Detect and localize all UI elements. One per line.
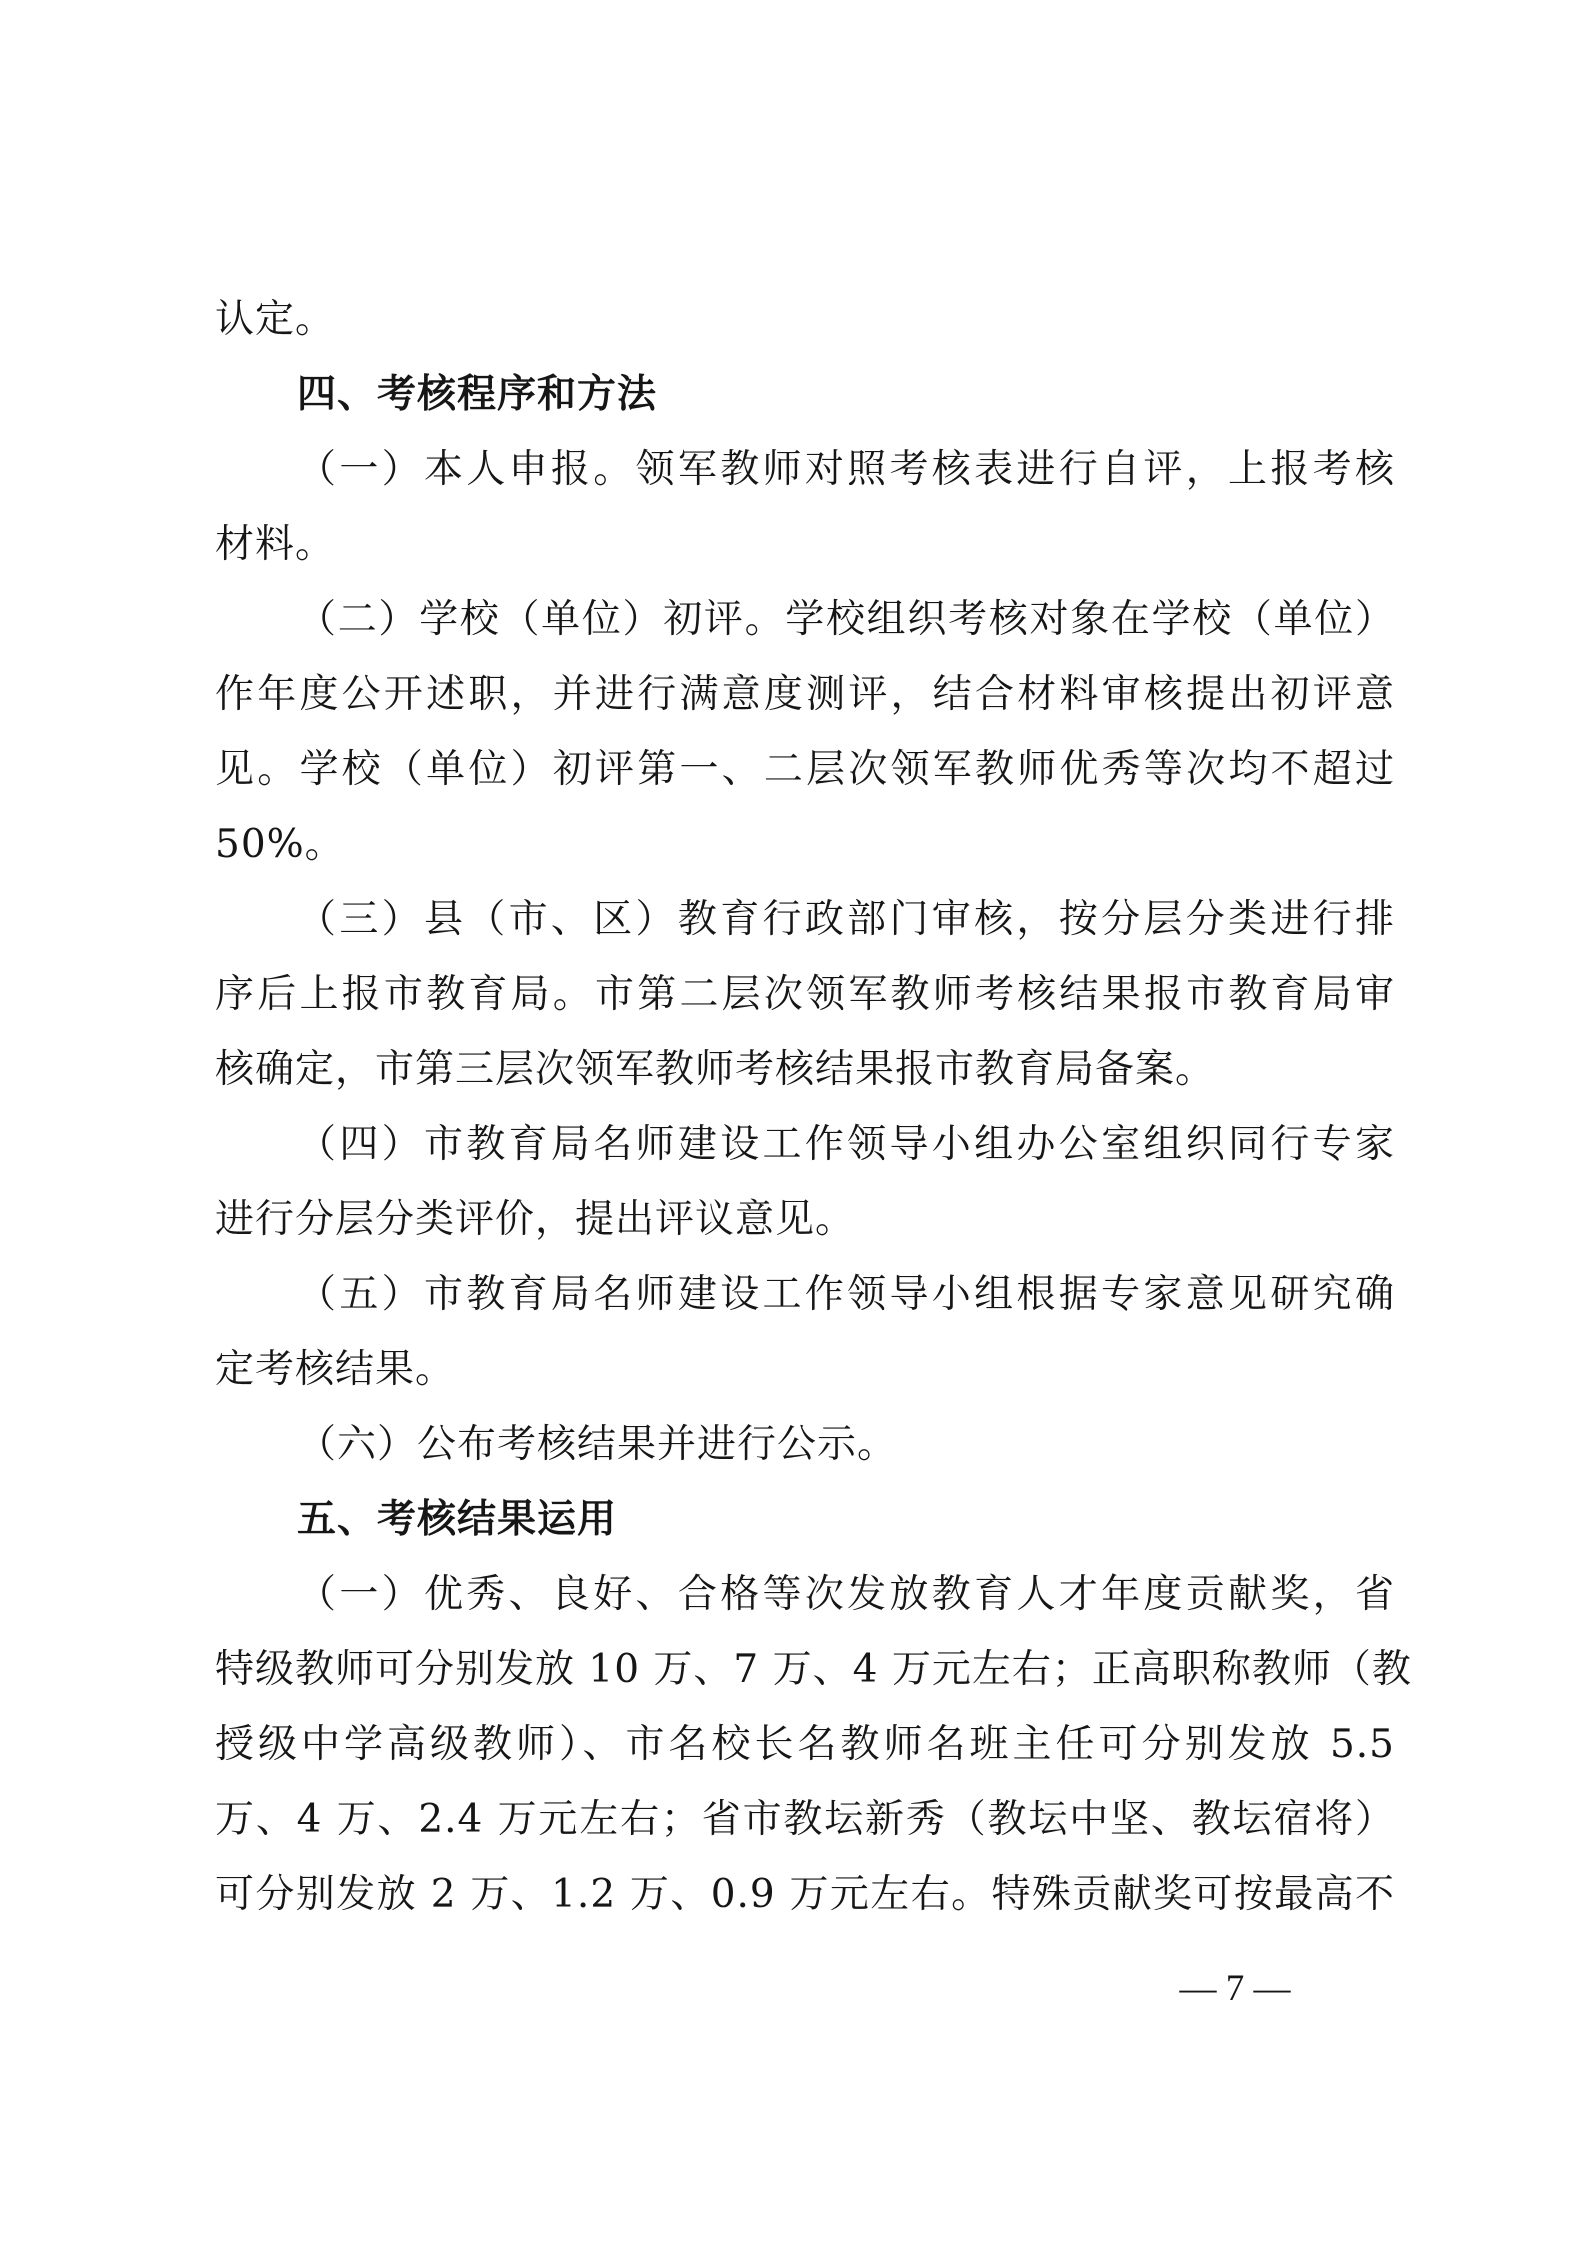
paragraph-line: （六）公布考核结果并进行公示。 <box>297 1422 898 1467</box>
paragraph-line: 特级教师可分别发放 10 万、7 万、4 万元左右；正高职称教师（教 <box>215 1647 1412 1692</box>
paragraph-line: 授级中学高级教师）、市名校长名教师名班主任可分别发放 5.5 <box>215 1722 1395 1767</box>
paragraph-line: 定考核结果。 <box>215 1347 456 1392</box>
document-body <box>215 282 1412 1932</box>
page-number: — 7 — <box>1179 1968 1291 2009</box>
paragraph-line: 万、4 万、2.4 万元左右；省市教坛新秀（教坛中坚、教坛宿将） <box>215 1797 1395 1842</box>
section-heading-results: 五、考核结果运用 <box>297 1497 618 1542</box>
paragraph-line: （一）本人申报。领军教师对照考核表进行自评，上报考核 <box>297 447 1395 492</box>
section-heading-procedure: 四、考核程序和方法 <box>297 372 658 417</box>
paragraph-line: 进行分层分类评价，提出评议意见。 <box>215 1197 856 1242</box>
paragraph-line: 可分别发放 2 万、1.2 万、0.9 万元左右。特殊贡献奖可按最高不 <box>215 1872 1395 1917</box>
paragraph-line: 作年度公开述职，并进行满意度测评，结合材料审核提出初评意 <box>215 672 1395 717</box>
paragraph-line: 序后上报市教育局。市第二层次领军教师考核结果报市教育局审 <box>215 972 1395 1017</box>
paragraph-line: （一）优秀、良好、合格等次发放教育人才年度贡献奖，省 <box>297 1572 1395 1617</box>
paragraph-line: 核确定，市第三层次领军教师考核结果报市教育局备案。 <box>215 1047 1216 1092</box>
paragraph-line: 材料。 <box>215 522 336 567</box>
paragraph-line: 50%。 <box>215 822 345 867</box>
paragraph-line: （二）学校（单位）初评。学校组织考核对象在学校（单位） <box>297 597 1395 642</box>
paragraph-line: 认定。 <box>215 297 336 342</box>
paragraph-line: （五）市教育局名师建设工作领导小组根据专家意见研究确 <box>297 1272 1395 1317</box>
paragraph-line: （四）市教育局名师建设工作领导小组办公室组织同行专家 <box>297 1122 1395 1167</box>
paragraph-line: 见。学校（单位）初评第一、二层次领军教师优秀等次均不超过 <box>215 747 1395 792</box>
paragraph-line: （三）县（市、区）教育行政部门审核，按分层分类进行排 <box>297 897 1395 942</box>
